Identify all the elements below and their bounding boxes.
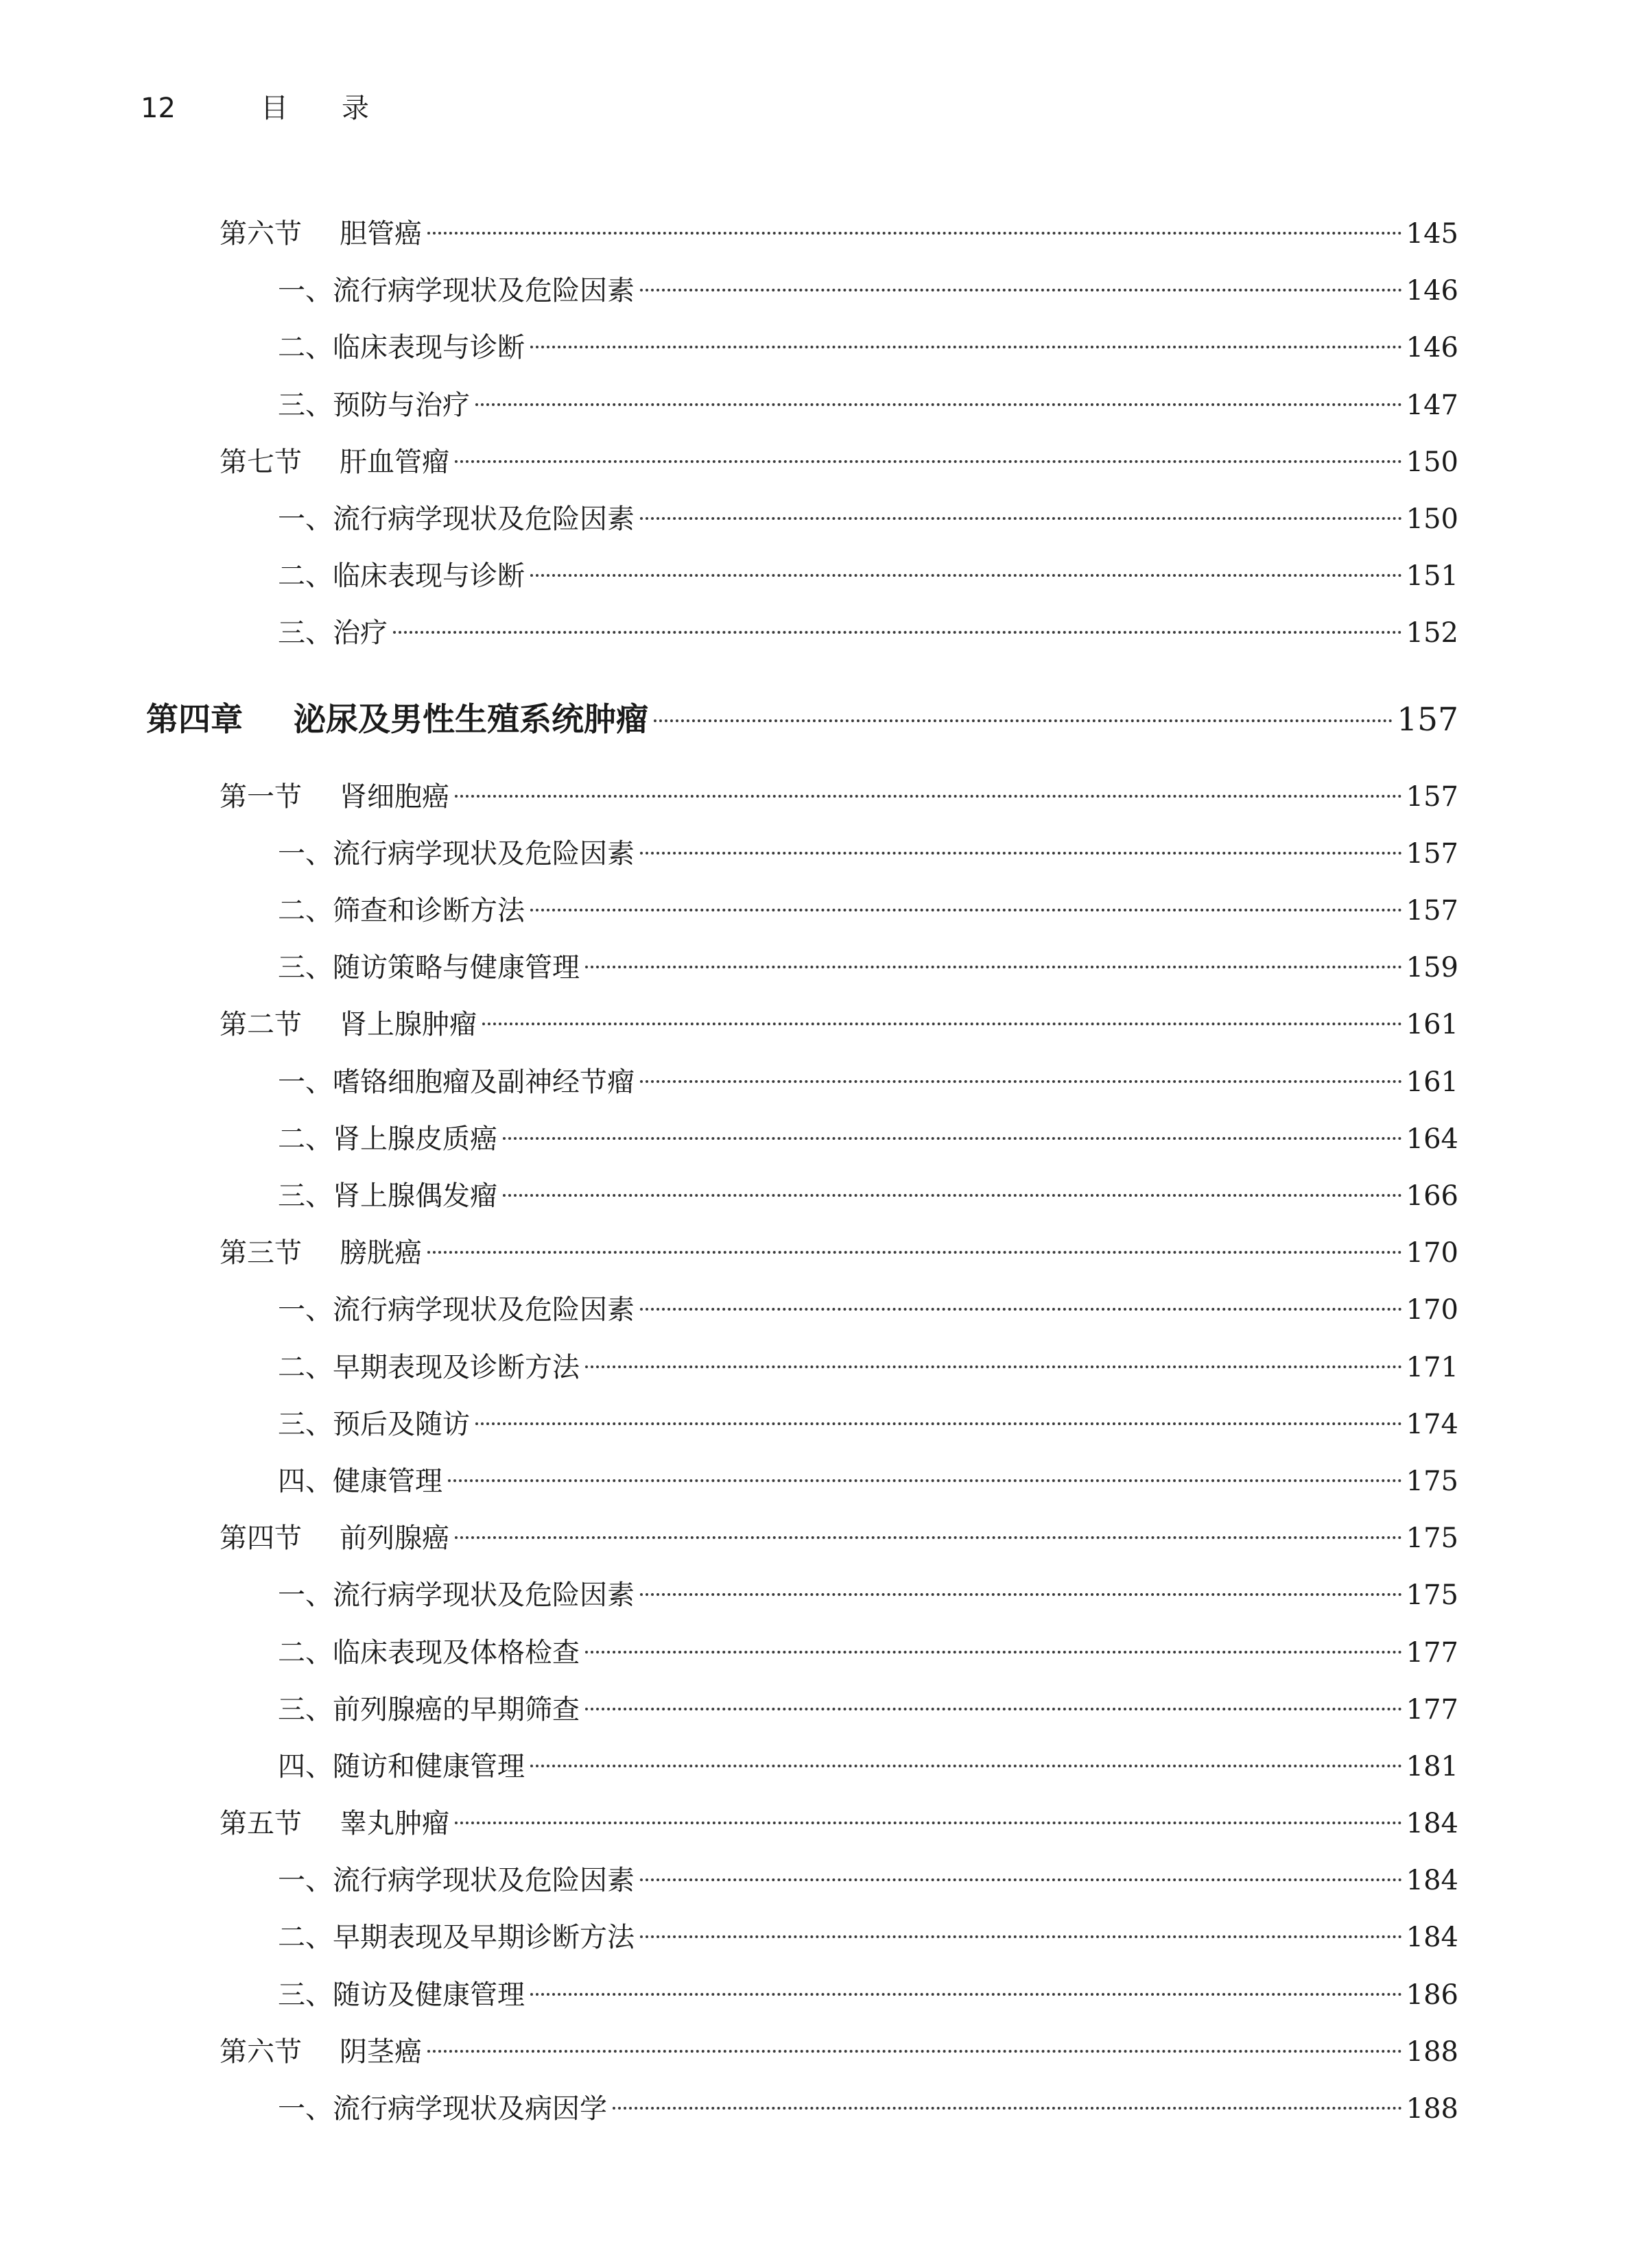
toc-item-entry[interactable] bbox=[278, 1909, 1458, 1966]
toc-entry-title: 肾细胞癌 bbox=[340, 780, 449, 813]
toc-entry-title: 流行病学现状及危险因素 bbox=[333, 1294, 635, 1326]
toc-entry-title: 临床表现及体格检查 bbox=[333, 1636, 580, 1669]
dot-leader bbox=[585, 1708, 1402, 1710]
toc-entry-number: 一、 bbox=[278, 1294, 333, 1326]
toc-entry-page-number: 150 bbox=[1406, 503, 1458, 535]
toc-entry-title: 流行病学现状及危险因素 bbox=[333, 275, 635, 307]
toc-entry-title: 流行病学现状及病因学 bbox=[333, 2093, 607, 2125]
toc-item-entry[interactable] bbox=[278, 1453, 1458, 1510]
toc-entry-page-number: 181 bbox=[1406, 1750, 1458, 1782]
toc-entry-page-number: 157 bbox=[1406, 837, 1458, 870]
toc-entry-title: 肾上腺肿瘤 bbox=[340, 1009, 477, 1041]
toc-entry-number: 第三节 bbox=[220, 1237, 302, 1269]
toc-entry-number: 三、 bbox=[278, 952, 333, 984]
toc-entry-number: 第五节 bbox=[220, 1808, 302, 1840]
toc-entry-number: 一、 bbox=[278, 2093, 333, 2125]
toc-entry-page-number: 174 bbox=[1406, 1408, 1458, 1440]
toc-entry-number: 第四节 bbox=[220, 1523, 302, 1555]
toc-entry-page-number: 188 bbox=[1406, 2036, 1458, 2068]
toc-item-entry[interactable] bbox=[278, 883, 1458, 940]
toc-entry-number: 第二节 bbox=[220, 1009, 302, 1041]
toc-entry-title: 前列腺癌 bbox=[340, 1523, 449, 1555]
toc-item-entry[interactable] bbox=[278, 377, 1458, 434]
toc-entry-title: 流行病学现状及危险因素 bbox=[333, 503, 635, 535]
toc-entry-page-number: 184 bbox=[1406, 1808, 1458, 1840]
toc-entry-title: 前列腺癌的早期筛查 bbox=[333, 1693, 580, 1726]
page-number: 12 bbox=[141, 93, 176, 124]
toc-entry-page-number: 157 bbox=[1406, 895, 1458, 927]
toc-entry-number: 四、 bbox=[278, 1750, 333, 1782]
toc-entry-number: 第一节 bbox=[220, 780, 302, 813]
toc-entry-title: 胆管癌 bbox=[340, 218, 422, 250]
toc-item-entry[interactable] bbox=[278, 1282, 1458, 1339]
toc-item-entry[interactable] bbox=[278, 940, 1458, 996]
toc-entry-title: 肾上腺偶发瘤 bbox=[333, 1180, 497, 1212]
toc-entry-page-number: 146 bbox=[1406, 275, 1458, 307]
dot-leader bbox=[427, 232, 1402, 235]
toc-entry-number: 三、 bbox=[278, 1408, 333, 1440]
toc-item-entry[interactable] bbox=[278, 1111, 1458, 1168]
toc-entry-page-number: 161 bbox=[1406, 1009, 1458, 1041]
dot-leader bbox=[585, 1365, 1402, 1368]
toc-entry-number: 三、 bbox=[278, 1180, 333, 1212]
toc-section-entry[interactable] bbox=[220, 769, 1458, 826]
page-title: 目录 bbox=[261, 93, 423, 124]
toc-entry-title: 肝血管瘤 bbox=[340, 446, 449, 478]
toc-section-entry[interactable] bbox=[220, 2024, 1458, 2081]
toc-entry-title: 嗜铬细胞瘤及副神经节瘤 bbox=[333, 1066, 635, 1098]
toc-entry-title: 筛查和诊断方法 bbox=[333, 895, 525, 927]
toc-entry-page-number: 159 bbox=[1406, 952, 1458, 984]
toc-entry-number: 第七节 bbox=[220, 446, 302, 478]
toc-entry-page-number: 171 bbox=[1406, 1351, 1458, 1383]
toc-section-entry[interactable] bbox=[220, 1225, 1458, 1282]
toc-item-entry[interactable] bbox=[278, 1396, 1458, 1453]
toc-entry-page-number: 184 bbox=[1406, 1922, 1458, 1954]
toc-entry-number: 二、 bbox=[278, 560, 333, 593]
toc-section-entry[interactable] bbox=[220, 434, 1458, 491]
toc-entry-number: 二、 bbox=[278, 895, 333, 927]
dot-leader bbox=[585, 966, 1402, 968]
toc-entry-title: 随访及健康管理 bbox=[333, 1979, 525, 2011]
toc-section-entry[interactable] bbox=[220, 206, 1458, 263]
dot-leader bbox=[530, 346, 1402, 348]
dot-leader bbox=[503, 1194, 1402, 1197]
dot-leader bbox=[585, 1651, 1402, 1654]
toc-entry-page-number: 186 bbox=[1406, 1979, 1458, 2011]
toc-entry-page-number: 150 bbox=[1406, 446, 1458, 478]
toc-entry-page-number: 175 bbox=[1406, 1465, 1458, 1497]
toc-entry-number: 一、 bbox=[278, 275, 333, 307]
dot-leader bbox=[455, 460, 1402, 463]
toc-entry-page-number: 164 bbox=[1406, 1123, 1458, 1155]
toc-entry-title: 膀胱癌 bbox=[340, 1237, 422, 1269]
toc-entry-title: 早期表现及诊断方法 bbox=[333, 1351, 580, 1383]
toc-item-entry[interactable] bbox=[278, 2081, 1458, 2138]
toc-item-entry[interactable] bbox=[278, 548, 1458, 605]
toc-item-entry[interactable] bbox=[278, 1967, 1458, 2024]
toc-entry-number: 三、 bbox=[278, 1979, 333, 2011]
toc-entry-number: 一、 bbox=[278, 1865, 333, 1897]
toc-entry-page-number: 146 bbox=[1406, 332, 1458, 364]
toc-section-entry[interactable] bbox=[220, 996, 1458, 1053]
toc-entry-number: 一、 bbox=[278, 1066, 333, 1098]
toc-item-entry[interactable] bbox=[278, 1567, 1458, 1624]
toc-item-entry[interactable] bbox=[278, 263, 1458, 320]
toc-item-entry[interactable] bbox=[278, 1054, 1458, 1111]
toc-entry-number: 第四章 bbox=[146, 700, 243, 739]
dot-leader bbox=[640, 1308, 1402, 1311]
toc-entry-page-number: 170 bbox=[1406, 1294, 1458, 1326]
toc-entry-page-number: 147 bbox=[1406, 389, 1458, 421]
dot-leader bbox=[640, 1080, 1402, 1083]
dot-leader bbox=[654, 719, 1393, 722]
toc-item-entry[interactable] bbox=[278, 605, 1458, 662]
toc-entry-number: 二、 bbox=[278, 1636, 333, 1669]
toc-entry-title: 健康管理 bbox=[333, 1465, 442, 1497]
toc-entry-page-number: 170 bbox=[1406, 1237, 1458, 1269]
page-header bbox=[141, 88, 423, 129]
toc-entry-number: 三、 bbox=[278, 617, 333, 649]
toc-entry-number: 第六节 bbox=[220, 218, 302, 250]
toc-entry-number: 第六节 bbox=[220, 2036, 302, 2068]
dot-leader bbox=[640, 1593, 1402, 1596]
toc-entry-number: 四、 bbox=[278, 1465, 333, 1497]
dot-leader bbox=[455, 1822, 1402, 1824]
toc-entry-title: 流行病学现状及危险因素 bbox=[333, 1579, 635, 1612]
dot-leader bbox=[475, 403, 1402, 406]
toc-item-entry[interactable] bbox=[278, 1339, 1458, 1396]
dot-leader bbox=[482, 1023, 1402, 1025]
toc-item-entry[interactable] bbox=[278, 1852, 1458, 1909]
toc-entry-title: 阴茎癌 bbox=[340, 2036, 422, 2068]
dot-leader bbox=[640, 289, 1402, 291]
toc-section-entry[interactable] bbox=[220, 1510, 1458, 1567]
toc-entry-page-number: 188 bbox=[1406, 2093, 1458, 2125]
toc-item-entry[interactable] bbox=[278, 491, 1458, 548]
toc-entry-number: 二、 bbox=[278, 1922, 333, 1954]
dot-leader bbox=[530, 574, 1402, 577]
dot-leader bbox=[530, 909, 1402, 911]
toc-entry-page-number: 175 bbox=[1406, 1579, 1458, 1612]
dot-leader bbox=[640, 1878, 1402, 1881]
toc-entry-page-number: 177 bbox=[1406, 1636, 1458, 1669]
toc-entry-page-number: 184 bbox=[1406, 1865, 1458, 1897]
dot-leader bbox=[640, 517, 1402, 520]
dot-leader bbox=[503, 1137, 1402, 1140]
toc-entry-title: 治疗 bbox=[333, 617, 388, 649]
dot-leader bbox=[427, 2050, 1402, 2053]
toc-entry-number: 一、 bbox=[278, 503, 333, 535]
toc-item-entry[interactable] bbox=[278, 1682, 1458, 1739]
toc-entry-title: 临床表现与诊断 bbox=[333, 560, 525, 593]
toc-entry-title: 流行病学现状及危险因素 bbox=[333, 837, 635, 870]
toc-entry-number: 三、 bbox=[278, 389, 333, 421]
toc-entry-page-number: 166 bbox=[1406, 1180, 1458, 1212]
toc-entry-number: 三、 bbox=[278, 1693, 333, 1726]
dot-leader bbox=[613, 2107, 1402, 2110]
toc-entry-page-number: 177 bbox=[1406, 1693, 1458, 1726]
toc-item-entry[interactable] bbox=[278, 320, 1458, 377]
toc-entry-title: 流行病学现状及危险因素 bbox=[333, 1865, 635, 1897]
toc-entry-page-number: 157 bbox=[1406, 780, 1458, 813]
dot-leader bbox=[475, 1422, 1402, 1425]
toc-entry-title: 随访和健康管理 bbox=[333, 1750, 525, 1782]
toc-entry-number: 一、 bbox=[278, 837, 333, 870]
toc-entry-page-number: 152 bbox=[1406, 617, 1458, 649]
toc-entry-page-number: 145 bbox=[1406, 218, 1458, 250]
dot-leader bbox=[427, 1251, 1402, 1254]
toc-entry-page-number: 157 bbox=[1397, 700, 1458, 739]
toc-entry-number: 二、 bbox=[278, 332, 333, 364]
toc-entry-title: 泌尿及男性生殖系统肿瘤 bbox=[294, 700, 648, 739]
dot-leader bbox=[530, 1765, 1402, 1767]
toc-entry-number: 二、 bbox=[278, 1351, 333, 1383]
toc-entry-page-number: 161 bbox=[1406, 1066, 1458, 1098]
dot-leader bbox=[455, 1536, 1402, 1539]
dot-leader bbox=[393, 631, 1402, 634]
toc-chapter-entry[interactable] bbox=[146, 691, 1458, 748]
dot-leader bbox=[530, 1993, 1402, 1996]
toc-item-entry[interactable] bbox=[278, 1739, 1458, 1795]
toc-entry-title: 肾上腺皮质癌 bbox=[333, 1123, 497, 1155]
table-of-contents bbox=[0, 206, 1645, 2138]
toc-entry-title: 临床表现与诊断 bbox=[333, 332, 525, 364]
dot-leader bbox=[455, 795, 1402, 798]
toc-section-entry[interactable] bbox=[220, 1795, 1458, 1852]
dot-leader bbox=[640, 1935, 1402, 1938]
toc-entry-title: 随访策略与健康管理 bbox=[333, 952, 580, 984]
toc-entry-page-number: 151 bbox=[1406, 560, 1458, 593]
toc-item-entry[interactable] bbox=[278, 1168, 1458, 1225]
toc-entry-title: 早期表现及早期诊断方法 bbox=[333, 1922, 635, 1954]
toc-entry-title: 睾丸肿瘤 bbox=[340, 1808, 449, 1840]
toc-entry-number: 一、 bbox=[278, 1579, 333, 1612]
dot-leader bbox=[640, 852, 1402, 855]
toc-entry-page-number: 175 bbox=[1406, 1523, 1458, 1555]
toc-entry-number: 二、 bbox=[278, 1123, 333, 1155]
toc-item-entry[interactable] bbox=[278, 826, 1458, 883]
toc-entry-title: 预防与治疗 bbox=[333, 389, 470, 421]
dot-leader bbox=[448, 1479, 1402, 1482]
toc-entry-title: 预后及随访 bbox=[333, 1408, 470, 1440]
toc-item-entry[interactable] bbox=[278, 1625, 1458, 1682]
